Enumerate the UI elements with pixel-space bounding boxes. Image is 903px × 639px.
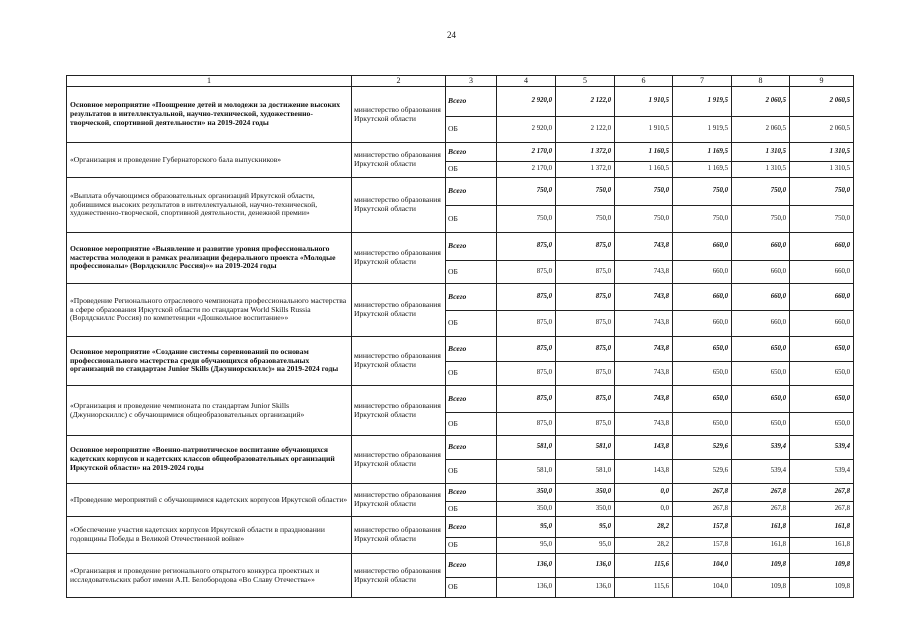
funding-source-total: Всего xyxy=(446,87,497,117)
responsible-executor: министерство образования Иркутской области xyxy=(352,233,446,284)
ob-value: 2 060,5 xyxy=(790,117,854,143)
activity-name: Основное мероприятие «Поощрение детей и молодежи за достижение высоких результатов в интеллектуальной, научно-технической, художественно-творческой, спортивной деятельности» на 2019-2024 годы xyxy=(67,87,352,143)
funding-source-ob: ОБ xyxy=(446,162,497,178)
column-header: 8 xyxy=(732,76,790,87)
ob-value: 2 920,0 xyxy=(497,117,556,143)
ob-value: 0,0 xyxy=(615,502,673,517)
total-value: 650,0 xyxy=(732,337,790,362)
total-value: 1 919,5 xyxy=(673,87,732,117)
ob-value: 350,0 xyxy=(497,502,556,517)
total-value: 115,6 xyxy=(615,554,673,578)
funding-source-total: Всего xyxy=(446,233,497,261)
total-value: 650,0 xyxy=(673,337,732,362)
funding-source-ob: ОБ xyxy=(446,206,497,233)
total-value: 743,8 xyxy=(615,233,673,261)
funding-source-ob: ОБ xyxy=(446,261,497,284)
ob-value: 161,8 xyxy=(732,538,790,554)
total-value: 1 169,5 xyxy=(673,143,732,162)
ob-value: 104,0 xyxy=(673,578,732,598)
ob-value: 650,0 xyxy=(790,413,854,436)
ob-value: 650,0 xyxy=(673,413,732,436)
funding-source-ob: ОБ xyxy=(446,311,497,337)
total-value: 161,8 xyxy=(790,517,854,538)
ob-value: 875,0 xyxy=(497,413,556,436)
responsible-executor: министерство образования Иркутской области xyxy=(352,484,446,517)
ob-value: 1 160,5 xyxy=(615,162,673,178)
activity-name: «Выплата обучающимся образовательных организаций Иркутской области, добившимся высоких результатов в интеллектуальной, научно-технической, художественно-творческой, спортивной деятельности, денежной премии» xyxy=(67,178,352,233)
total-value: 157,8 xyxy=(673,517,732,538)
total-value: 529,6 xyxy=(673,436,732,460)
ob-value: 1 372,0 xyxy=(556,162,615,178)
total-value: 136,0 xyxy=(497,554,556,578)
responsible-executor: министерство образования Иркутской области xyxy=(352,337,446,386)
ob-value: 750,0 xyxy=(790,206,854,233)
ob-value: 660,0 xyxy=(673,261,732,284)
ob-value: 157,8 xyxy=(673,538,732,554)
ob-value: 743,8 xyxy=(615,413,673,436)
ob-value: 529,6 xyxy=(673,460,732,484)
total-value: 1 310,5 xyxy=(790,143,854,162)
funding-source-ob: ОБ xyxy=(446,117,497,143)
activity-name: Основное мероприятие «Военно-патриотическое воспитание обучающихся кадетских корпусов и кадетских классов общеобразовательных организаций Иркутской области» на 2019-2024 годы xyxy=(67,436,352,484)
ob-value: 660,0 xyxy=(673,311,732,337)
ob-value: 750,0 xyxy=(556,206,615,233)
ob-value: 1 310,5 xyxy=(790,162,854,178)
column-header: 5 xyxy=(556,76,615,87)
funding-source-total: Всего xyxy=(446,484,497,502)
ob-value: 743,8 xyxy=(615,261,673,284)
funding-source-total: Всего xyxy=(446,554,497,578)
total-value: 650,0 xyxy=(790,386,854,413)
ob-value: 660,0 xyxy=(732,261,790,284)
ob-value: 875,0 xyxy=(497,362,556,386)
table-row xyxy=(67,554,854,578)
ob-value: 2 170,0 xyxy=(497,162,556,178)
ob-value: 95,0 xyxy=(497,538,556,554)
budget-table xyxy=(66,75,854,598)
total-value: 743,8 xyxy=(615,284,673,311)
total-value: 875,0 xyxy=(556,284,615,311)
ob-value: 650,0 xyxy=(673,362,732,386)
total-value: 104,0 xyxy=(673,554,732,578)
responsible-executor: министерство образования Иркутской области xyxy=(352,178,446,233)
table-row xyxy=(67,143,854,162)
activity-name: Основное мероприятие «Создание системы соревнований по основам профессионального мастерства среди обучающихся образовательных организаций по стандартам Junior Skills (Джуниорскиллс)» на 2019-2024 годы xyxy=(67,337,352,386)
column-header: 2 xyxy=(352,76,446,87)
total-value: 1 910,5 xyxy=(615,87,673,117)
total-value: 161,8 xyxy=(732,517,790,538)
responsible-executor: министерство образования Иркутской области xyxy=(352,284,446,337)
total-value: 660,0 xyxy=(673,284,732,311)
total-value: 581,0 xyxy=(556,436,615,460)
funding-source-total: Всего xyxy=(446,284,497,311)
ob-value: 750,0 xyxy=(615,206,673,233)
activity-name: «Обеспечение участия кадетских корпусов Иркутской области в праздновании годовщины Победы в Великой Отечественной войне» xyxy=(67,517,352,554)
ob-value: 875,0 xyxy=(556,261,615,284)
activity-name: «Проведение мероприятий с обучающимися кадетских корпусов Иркутской области» xyxy=(67,484,352,517)
column-header: 3 xyxy=(446,76,497,87)
ob-value: 109,8 xyxy=(790,578,854,598)
column-header: 1 xyxy=(67,76,352,87)
ob-value: 143,8 xyxy=(615,460,673,484)
total-value: 2 060,5 xyxy=(790,87,854,117)
total-value: 0,0 xyxy=(615,484,673,502)
ob-value: 750,0 xyxy=(497,206,556,233)
ob-value: 660,0 xyxy=(732,311,790,337)
total-value: 2 170,0 xyxy=(497,143,556,162)
total-value: 660,0 xyxy=(790,284,854,311)
activity-name: «Организация и проведение регионального открытого конкурса проектных и исследовательских работ имени А.П. Белобородова «Во Славу Отечества»» xyxy=(67,554,352,598)
funding-source-ob: ОБ xyxy=(446,538,497,554)
total-value: 95,0 xyxy=(556,517,615,538)
funding-source-total: Всего xyxy=(446,178,497,206)
ob-value: 743,8 xyxy=(615,311,673,337)
total-value: 875,0 xyxy=(497,233,556,261)
total-value: 267,8 xyxy=(673,484,732,502)
ob-value: 2 060,5 xyxy=(732,117,790,143)
ob-value: 109,8 xyxy=(732,578,790,598)
ob-value: 1 919,5 xyxy=(673,117,732,143)
total-value: 650,0 xyxy=(732,386,790,413)
total-value: 143,8 xyxy=(615,436,673,460)
ob-value: 875,0 xyxy=(497,261,556,284)
ob-value: 875,0 xyxy=(556,413,615,436)
total-value: 660,0 xyxy=(732,233,790,261)
total-value: 875,0 xyxy=(497,386,556,413)
column-header: 4 xyxy=(497,76,556,87)
ob-value: 267,8 xyxy=(790,502,854,517)
ob-value: 28,2 xyxy=(615,538,673,554)
total-value: 109,8 xyxy=(732,554,790,578)
total-value: 539,4 xyxy=(790,436,854,460)
total-value: 2 122,0 xyxy=(556,87,615,117)
ob-value: 581,0 xyxy=(497,460,556,484)
table-row xyxy=(67,436,854,460)
column-header: 7 xyxy=(673,76,732,87)
funding-source-ob: ОБ xyxy=(446,413,497,436)
total-value: 350,0 xyxy=(556,484,615,502)
ob-value: 660,0 xyxy=(790,311,854,337)
total-value: 750,0 xyxy=(497,178,556,206)
total-value: 136,0 xyxy=(556,554,615,578)
ob-value: 650,0 xyxy=(732,413,790,436)
ob-value: 1 310,5 xyxy=(732,162,790,178)
total-value: 95,0 xyxy=(497,517,556,538)
table-row xyxy=(67,178,854,206)
total-value: 539,4 xyxy=(732,436,790,460)
table-row xyxy=(67,517,854,538)
ob-value: 115,6 xyxy=(615,578,673,598)
ob-value: 95,0 xyxy=(556,538,615,554)
total-value: 650,0 xyxy=(673,386,732,413)
table-row xyxy=(67,284,854,311)
activity-name: «Проведение Регионального отраслевого чемпионата профессионального мастерства в сфере образования Иркутской области по стандартам World Skills Russia (Ворлдскиллс Россия) по компетенции «Дошкольное воспитание»» xyxy=(67,284,352,337)
total-value: 660,0 xyxy=(732,284,790,311)
ob-value: 161,8 xyxy=(790,538,854,554)
funding-source-total: Всего xyxy=(446,436,497,460)
funding-source-ob: ОБ xyxy=(446,460,497,484)
total-value: 875,0 xyxy=(497,284,556,311)
ob-value: 750,0 xyxy=(732,206,790,233)
responsible-executor: министерство образования Иркутской области xyxy=(352,143,446,178)
table-row xyxy=(67,233,854,261)
responsible-executor: министерство образования Иркутской области xyxy=(352,554,446,598)
total-value: 109,8 xyxy=(790,554,854,578)
ob-value: 539,4 xyxy=(790,460,854,484)
table-row xyxy=(67,484,854,502)
ob-value: 267,8 xyxy=(673,502,732,517)
total-value: 1 160,5 xyxy=(615,143,673,162)
responsible-executor: министерство образования Иркутской области xyxy=(352,436,446,484)
responsible-executor: министерство образования Иркутской области xyxy=(352,517,446,554)
ob-value: 650,0 xyxy=(732,362,790,386)
funding-source-ob: ОБ xyxy=(446,578,497,598)
ob-value: 875,0 xyxy=(497,311,556,337)
funding-source-total: Всего xyxy=(446,386,497,413)
ob-value: 660,0 xyxy=(790,261,854,284)
ob-value: 1 169,5 xyxy=(673,162,732,178)
ob-value: 581,0 xyxy=(556,460,615,484)
total-value: 750,0 xyxy=(732,178,790,206)
activity-name: «Организация и проведение Губернаторского бала выпускников» xyxy=(67,143,352,178)
total-value: 350,0 xyxy=(497,484,556,502)
total-value: 750,0 xyxy=(790,178,854,206)
ob-value: 136,0 xyxy=(497,578,556,598)
total-value: 660,0 xyxy=(790,233,854,261)
ob-value: 650,0 xyxy=(790,362,854,386)
ob-value: 267,8 xyxy=(732,502,790,517)
ob-value: 350,0 xyxy=(556,502,615,517)
total-value: 2 920,0 xyxy=(497,87,556,117)
total-value: 750,0 xyxy=(673,178,732,206)
total-value: 750,0 xyxy=(615,178,673,206)
total-value: 875,0 xyxy=(556,386,615,413)
funding-source-total: Всего xyxy=(446,517,497,538)
responsible-executor: министерство образования Иркутской области xyxy=(352,87,446,143)
ob-value: 875,0 xyxy=(556,311,615,337)
table-row xyxy=(67,337,854,362)
total-value: 743,8 xyxy=(615,386,673,413)
page-number: 24 xyxy=(447,30,456,40)
funding-source-total: Всего xyxy=(446,143,497,162)
total-value: 267,8 xyxy=(732,484,790,502)
total-value: 875,0 xyxy=(497,337,556,362)
total-value: 1 310,5 xyxy=(732,143,790,162)
total-value: 660,0 xyxy=(673,233,732,261)
column-header: 6 xyxy=(615,76,673,87)
funding-source-ob: ОБ xyxy=(446,362,497,386)
table-row xyxy=(67,386,854,413)
total-value: 28,2 xyxy=(615,517,673,538)
header-row xyxy=(67,76,854,87)
total-value: 750,0 xyxy=(556,178,615,206)
responsible-executor: министерство образования Иркутской области xyxy=(352,386,446,436)
funding-source-total: Всего xyxy=(446,337,497,362)
total-value: 875,0 xyxy=(556,233,615,261)
activity-name: «Организация и проведение чемпионата по стандартам Junior Skills (Джуниорскиллс) с обучающимися общеобразовательных организаций» xyxy=(67,386,352,436)
ob-value: 539,4 xyxy=(732,460,790,484)
total-value: 650,0 xyxy=(790,337,854,362)
ob-value: 1 910,5 xyxy=(615,117,673,143)
ob-value: 750,0 xyxy=(673,206,732,233)
total-value: 581,0 xyxy=(497,436,556,460)
total-value: 743,8 xyxy=(615,337,673,362)
column-header: 9 xyxy=(790,76,854,87)
total-value: 267,8 xyxy=(790,484,854,502)
ob-value: 136,0 xyxy=(556,578,615,598)
table-row xyxy=(67,87,854,117)
ob-value: 2 122,0 xyxy=(556,117,615,143)
funding-source-ob: ОБ xyxy=(446,502,497,517)
total-value: 2 060,5 xyxy=(732,87,790,117)
activity-name: Основное мероприятие «Выявление и развитие уровня профессионального мастерства молодежи в рамках реализации федерального проекта «Молодые профессионалы» (Ворлдскиллс Россия)»» на 2019-2024 годы xyxy=(67,233,352,284)
total-value: 1 372,0 xyxy=(556,143,615,162)
total-value: 875,0 xyxy=(556,337,615,362)
ob-value: 875,0 xyxy=(556,362,615,386)
ob-value: 743,8 xyxy=(615,362,673,386)
